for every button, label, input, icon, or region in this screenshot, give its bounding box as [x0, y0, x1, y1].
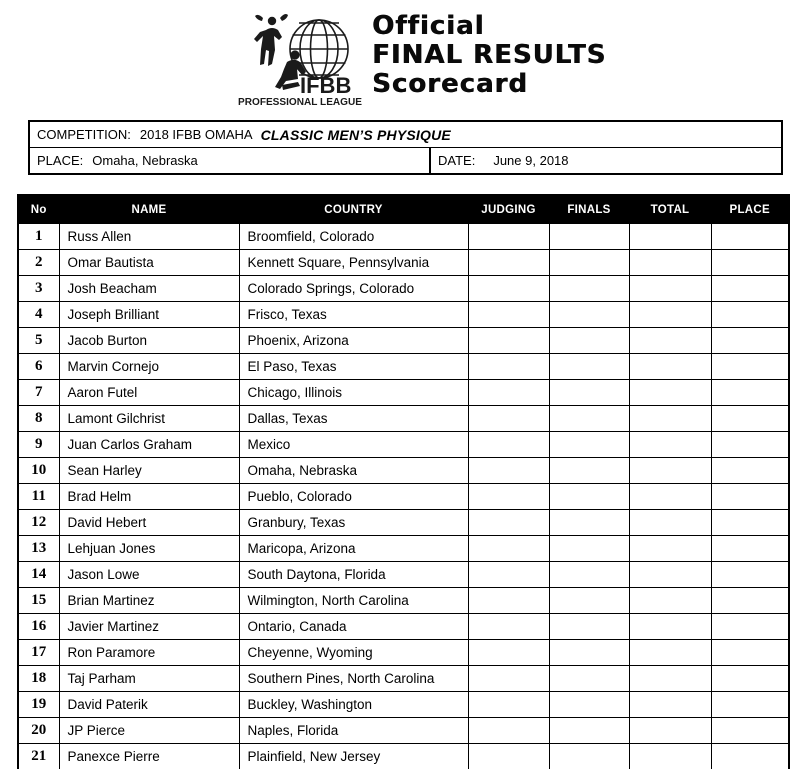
place-date-row	[30, 148, 781, 173]
place-label: PLACE:	[37, 153, 84, 168]
competition-label: COMPETITION:	[37, 127, 131, 142]
date-cell	[431, 148, 781, 173]
cell-finals	[549, 640, 629, 666]
table-row	[18, 536, 789, 562]
cell-country: Cheyenne, Wyoming	[239, 640, 468, 666]
cell-place	[711, 744, 789, 769]
table-row	[18, 640, 789, 666]
cell-no: 9	[18, 432, 59, 458]
cell-judging	[468, 614, 549, 640]
cell-finals	[549, 614, 629, 640]
cell-name: Sean Harley	[59, 458, 239, 484]
cell-country: Broomfield, Colorado	[239, 224, 468, 250]
table-row	[18, 328, 789, 354]
cell-total	[629, 250, 711, 276]
cell-judging	[468, 718, 549, 744]
cell-country: Wilmington, North Carolina	[239, 588, 468, 614]
cell-total	[629, 666, 711, 692]
cell-judging	[468, 432, 549, 458]
cell-judging	[468, 250, 549, 276]
cell-total	[629, 692, 711, 718]
cell-total	[629, 484, 711, 510]
cell-country: Chicago, Illinois	[239, 380, 468, 406]
cell-total	[629, 640, 711, 666]
cell-name: Panexce Pierre	[59, 744, 239, 769]
cell-total	[629, 302, 711, 328]
cell-country: Dallas, Texas	[239, 406, 468, 432]
cell-name: Josh Beacham	[59, 276, 239, 302]
cell-country: South Daytona, Florida	[239, 562, 468, 588]
cell-total	[629, 536, 711, 562]
column-header-country: COUNTRY	[239, 195, 468, 224]
cell-country: El Paso, Texas	[239, 354, 468, 380]
cell-no: 4	[18, 302, 59, 328]
cell-name: Jacob Burton	[59, 328, 239, 354]
cell-country: Plainfield, New Jersey	[239, 744, 468, 769]
cell-total	[629, 718, 711, 744]
cell-total	[629, 432, 711, 458]
cell-finals	[549, 354, 629, 380]
cell-total	[629, 380, 711, 406]
ifbb-logo-graphic	[236, 8, 364, 108]
cell-place	[711, 458, 789, 484]
cell-place	[711, 510, 789, 536]
cell-no: 10	[18, 458, 59, 484]
table-row	[18, 224, 789, 250]
cell-name: Marvin Cornejo	[59, 354, 239, 380]
cell-judging	[468, 406, 549, 432]
cell-no: 2	[18, 250, 59, 276]
cell-name: Jason Lowe	[59, 562, 239, 588]
cell-total	[629, 276, 711, 302]
cell-total	[629, 510, 711, 536]
cell-finals	[549, 666, 629, 692]
cell-name: Ron Paramore	[59, 640, 239, 666]
ifbb-logo	[236, 8, 364, 108]
competition-division: CLASSIC MEN’S PHYSIQUE	[260, 126, 451, 143]
cell-name: Taj Parham	[59, 666, 239, 692]
athlete-figures-icon	[254, 14, 306, 90]
table-row	[18, 276, 789, 302]
cell-place	[711, 302, 789, 328]
cell-no: 12	[18, 510, 59, 536]
table-row	[18, 666, 789, 692]
cell-name: Brad Helm	[59, 484, 239, 510]
cell-judging	[468, 692, 549, 718]
cell-no: 18	[18, 666, 59, 692]
table-row	[18, 692, 789, 718]
cell-country: Naples, Florida	[239, 718, 468, 744]
table-row	[18, 302, 789, 328]
cell-country: Colorado Springs, Colorado	[239, 276, 468, 302]
cell-name: Lamont Gilchrist	[59, 406, 239, 432]
table-row	[18, 484, 789, 510]
cell-judging	[468, 224, 549, 250]
cell-no: 3	[18, 276, 59, 302]
table-row	[18, 562, 789, 588]
cell-country: Pueblo, Colorado	[239, 484, 468, 510]
table-row	[18, 744, 789, 769]
results-table	[17, 194, 790, 769]
title-line-3: Scorecard	[372, 69, 528, 99]
cell-no: 6	[18, 354, 59, 380]
cell-judging	[468, 380, 549, 406]
table-row	[18, 354, 789, 380]
cell-place	[711, 250, 789, 276]
cell-no: 21	[18, 744, 59, 769]
cell-place	[711, 588, 789, 614]
cell-finals	[549, 562, 629, 588]
table-header-row	[18, 195, 789, 224]
cell-judging	[468, 302, 549, 328]
table-row	[18, 406, 789, 432]
cell-judging	[468, 744, 549, 769]
cell-finals	[549, 406, 629, 432]
cell-judging	[468, 484, 549, 510]
cell-total	[629, 588, 711, 614]
cell-judging	[468, 328, 549, 354]
date-value: June 9, 2018	[493, 153, 569, 168]
competition-value: 2018 IFBB OMAHA	[139, 127, 253, 142]
cell-country: Mexico	[239, 432, 468, 458]
competition-row	[30, 122, 781, 148]
column-header-judging: JUDGING	[468, 195, 549, 224]
cell-place	[711, 276, 789, 302]
table-row	[18, 250, 789, 276]
cell-no: 5	[18, 328, 59, 354]
cell-judging	[468, 588, 549, 614]
results-table-body	[18, 224, 789, 769]
cell-finals	[549, 588, 629, 614]
cell-name: JP Pierce	[59, 718, 239, 744]
cell-place	[711, 718, 789, 744]
cell-place	[711, 614, 789, 640]
cell-finals	[549, 224, 629, 250]
place-value: Omaha, Nebraska	[92, 153, 198, 168]
cell-total	[629, 614, 711, 640]
cell-name: David Hebert	[59, 510, 239, 536]
cell-name: Lehjuan Jones	[59, 536, 239, 562]
cell-place	[711, 354, 789, 380]
cell-place	[711, 692, 789, 718]
cell-name: Omar Bautista	[59, 250, 239, 276]
cell-total	[629, 458, 711, 484]
cell-country: Omaha, Nebraska	[239, 458, 468, 484]
cell-no: 7	[18, 380, 59, 406]
table-row	[18, 432, 789, 458]
table-row	[18, 718, 789, 744]
cell-place	[711, 224, 789, 250]
cell-name: David Paterik	[59, 692, 239, 718]
cell-total	[629, 224, 711, 250]
cell-no: 8	[18, 406, 59, 432]
cell-country: Maricopa, Arizona	[239, 536, 468, 562]
ifbb-subtitle: PROFESSIONAL LEAGUE	[238, 97, 363, 108]
place-cell	[30, 148, 431, 173]
cell-place	[711, 406, 789, 432]
cell-finals	[549, 718, 629, 744]
cell-judging	[468, 458, 549, 484]
cell-judging	[468, 510, 549, 536]
ifbb-acronym: IFBB	[300, 73, 352, 98]
cell-place	[711, 432, 789, 458]
cell-name: Aaron Futel	[59, 380, 239, 406]
cell-no: 1	[18, 224, 59, 250]
cell-finals	[549, 276, 629, 302]
cell-finals	[549, 484, 629, 510]
competition-info-box	[28, 120, 783, 175]
cell-total	[629, 328, 711, 354]
cell-no: 13	[18, 536, 59, 562]
cell-place	[711, 562, 789, 588]
title-line-2: FINAL RESULTS	[372, 40, 607, 70]
cell-country: Ontario, Canada	[239, 614, 468, 640]
cell-finals	[549, 536, 629, 562]
table-row	[18, 510, 789, 536]
cell-no: 19	[18, 692, 59, 718]
table-row	[18, 380, 789, 406]
results-table-section	[17, 194, 790, 769]
document-title	[372, 8, 606, 99]
cell-name: Russ Allen	[59, 224, 239, 250]
cell-total	[629, 744, 711, 769]
brand-header	[236, 8, 606, 108]
cell-no: 17	[18, 640, 59, 666]
cell-total	[629, 406, 711, 432]
cell-finals	[549, 250, 629, 276]
cell-place	[711, 640, 789, 666]
cell-name: Joseph Brilliant	[59, 302, 239, 328]
cell-finals	[549, 744, 629, 769]
cell-finals	[549, 510, 629, 536]
table-row	[18, 588, 789, 614]
cell-place	[711, 484, 789, 510]
title-line-1: Official	[372, 11, 485, 41]
cell-country: Phoenix, Arizona	[239, 328, 468, 354]
cell-country: Granbury, Texas	[239, 510, 468, 536]
cell-place	[711, 380, 789, 406]
cell-judging	[468, 276, 549, 302]
cell-judging	[468, 640, 549, 666]
cell-country: Buckley, Washington	[239, 692, 468, 718]
cell-place	[711, 328, 789, 354]
cell-name: Juan Carlos Graham	[59, 432, 239, 458]
cell-finals	[549, 692, 629, 718]
cell-no: 15	[18, 588, 59, 614]
cell-finals	[549, 380, 629, 406]
cell-no: 14	[18, 562, 59, 588]
cell-finals	[549, 458, 629, 484]
cell-judging	[468, 562, 549, 588]
cell-total	[629, 562, 711, 588]
cell-country: Kennett Square, Pennsylvania	[239, 250, 468, 276]
cell-finals	[549, 432, 629, 458]
cell-country: Frisco, Texas	[239, 302, 468, 328]
cell-no: 11	[18, 484, 59, 510]
cell-country: Southern Pines, North Carolina	[239, 666, 468, 692]
cell-judging	[468, 666, 549, 692]
cell-no: 16	[18, 614, 59, 640]
column-header-total: TOTAL	[629, 195, 711, 224]
column-header-place: PLACE	[711, 195, 789, 224]
date-label: DATE:	[438, 153, 476, 168]
cell-no: 20	[18, 718, 59, 744]
cell-name: Javier Martinez	[59, 614, 239, 640]
cell-finals	[549, 302, 629, 328]
column-header-name: NAME	[59, 195, 239, 224]
table-row	[18, 458, 789, 484]
cell-judging	[468, 536, 549, 562]
cell-place	[711, 536, 789, 562]
cell-total	[629, 354, 711, 380]
column-header-no: No	[18, 195, 59, 224]
cell-name: Brian Martinez	[59, 588, 239, 614]
cell-judging	[468, 354, 549, 380]
cell-place	[711, 666, 789, 692]
table-row	[18, 614, 789, 640]
column-header-finals: FINALS	[549, 195, 629, 224]
cell-finals	[549, 328, 629, 354]
